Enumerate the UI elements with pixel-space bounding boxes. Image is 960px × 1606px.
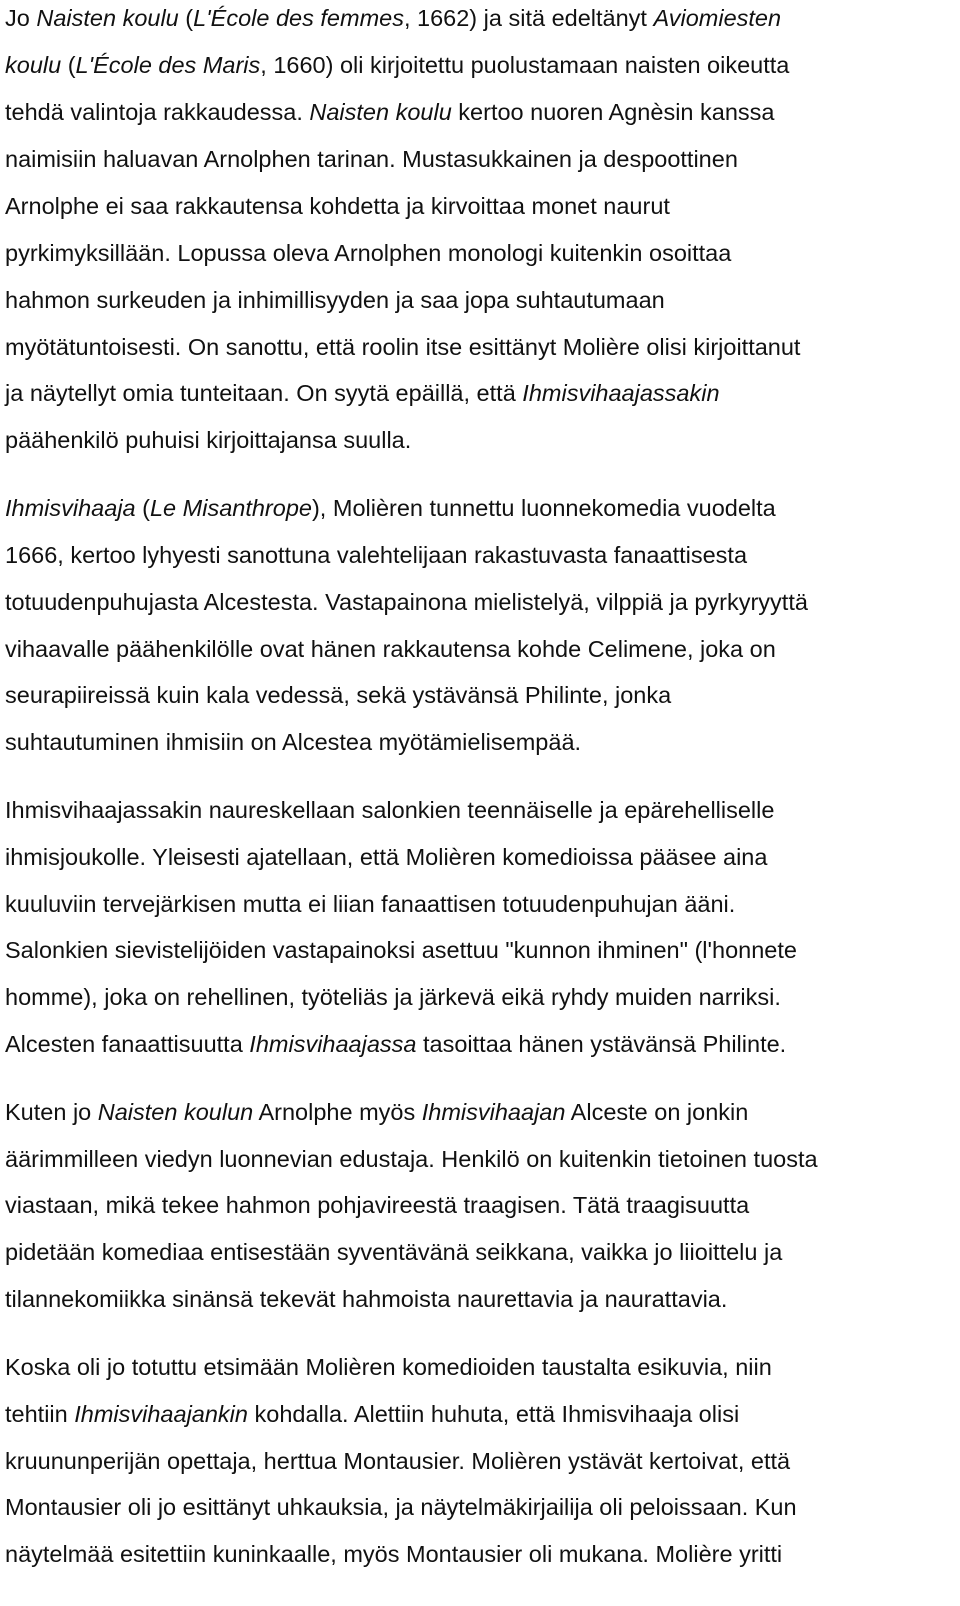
text-line bbox=[5, 1190, 749, 1220]
text-line bbox=[5, 1446, 790, 1476]
text-line bbox=[5, 935, 797, 965]
text-line bbox=[5, 144, 738, 174]
text-run: tasoittaa hänen ystävänsä Philinte. bbox=[416, 1031, 787, 1057]
text-run: Salonkien sievistelijöiden vastapainoksi asettuu "kunnon ihminen" (l'honnete bbox=[5, 937, 797, 963]
text-line bbox=[5, 727, 581, 757]
text-run: , 1662) ja sitä edeltänyt bbox=[403, 5, 654, 31]
text-line bbox=[5, 540, 747, 570]
italic-title: Naisten koulu bbox=[36, 5, 179, 31]
text-run: seurapiireissä kuin kala vedessä, sekä ystävänsä Philinte, jonka bbox=[5, 682, 672, 708]
text-line bbox=[5, 1284, 727, 1314]
text-run: totuudenpuhujasta Alcestesta. Vastapainona mielistelyä, vilppiä ja pyrkyryyttä bbox=[5, 589, 808, 615]
text-run: , 1660) oli kirjoitettu puolustamaan naisten oikeutta bbox=[260, 52, 790, 78]
text-line bbox=[5, 1237, 782, 1267]
text-run: tehdä valintoja rakkaudessa. bbox=[5, 99, 310, 125]
text-run: viastaan, mikä tekee hahmon pohjavireestä traagisen. Tätä traagisuutta bbox=[5, 1192, 750, 1218]
text-run: kuuluviin tervejärkisen mutta ei liian fanaattisen totuudenpuhujan ääni. bbox=[5, 891, 736, 917]
text-line bbox=[5, 1097, 748, 1127]
text-run: tehtiin bbox=[5, 1401, 75, 1427]
text-run: ), Molièren tunnettu luonnekomedia vuodelta bbox=[311, 495, 776, 521]
text-line bbox=[5, 1539, 782, 1569]
text-line bbox=[5, 332, 800, 362]
text-line bbox=[5, 1492, 797, 1522]
text-line bbox=[5, 50, 789, 80]
text-run: ( bbox=[61, 52, 76, 78]
text-run: päähenkilö puhuisi kirjoittajansa suulla. bbox=[5, 427, 412, 453]
text-line bbox=[5, 285, 665, 315]
text-line bbox=[5, 425, 411, 455]
italic-title: Ihmisvihaaja bbox=[5, 495, 136, 521]
italic-title: Ihmisvihaajankin bbox=[74, 1401, 248, 1427]
italic-title: Le Misanthrope bbox=[149, 495, 312, 521]
text-run: ihmisjoukolle. Yleisesti ajatellaan, että Molièren komedioissa pääsee aina bbox=[5, 844, 768, 870]
text-run: suhtautuminen ihmisiin on Alcestea myötämielisempää. bbox=[5, 729, 582, 755]
text-run: pidetään komediaa entisestään syventävänä seikkana, vaikka jo liioittelu ja bbox=[5, 1239, 783, 1265]
text-run: Montausier oli jo esittänyt uhkauksia, ja näytelmäkirjailija oli peloissaan. Kun bbox=[5, 1494, 797, 1520]
text-run: kertoo nuoren Agnèsin kanssa bbox=[451, 99, 775, 125]
text-run: äärimmilleen viedyn luonnevian edustaja. Henkilö on kuitenkin tietoinen tuosta bbox=[5, 1146, 818, 1172]
text-run: Jo bbox=[5, 5, 37, 31]
text-run: näytelmää esitettiin kuninkaalle, myös Montausier oli mukana. Molière yritti bbox=[5, 1541, 783, 1567]
text-run: vihaavalle päähenkilölle ovat hänen rakkautensa kohde Celimene, joka on bbox=[5, 636, 776, 662]
text-line bbox=[5, 1029, 786, 1059]
text-run: homme), joka on rehellinen, työteliäs ja järkevä eikä ryhdy muiden narriksi. bbox=[5, 984, 781, 1010]
text-run: Ihmisvihaajassakin naureskellaan salonkien teennäiselle ja epärehelliselle bbox=[5, 797, 775, 823]
text-line bbox=[5, 795, 774, 825]
italic-title: L'École des Maris bbox=[75, 52, 261, 78]
italic-title: Ihmisvihaajan bbox=[421, 1099, 566, 1125]
italic-title: koulu bbox=[5, 52, 62, 78]
text-line bbox=[5, 889, 735, 919]
text-run: ( bbox=[178, 5, 194, 31]
text-run: Arnolphe ei saa rakkautensa kohdetta ja kirvoittaa monet naurut bbox=[5, 193, 670, 219]
text-line bbox=[5, 982, 781, 1012]
text-line bbox=[5, 1399, 739, 1429]
italic-title: Aviomiesten bbox=[653, 5, 782, 31]
text-run: 1666, kertoo lyhyesti sanottuna valehtelijaan rakastuvasta fanaattisesta bbox=[5, 542, 748, 568]
text-line bbox=[5, 378, 720, 408]
text-run: kohdalla. Alettiin huhuta, että Ihmisvihaaja olisi bbox=[247, 1401, 740, 1427]
italic-title: Ihmisvihaajassa bbox=[249, 1031, 417, 1057]
text-line bbox=[5, 191, 670, 221]
text-line bbox=[5, 634, 776, 664]
text-run: Alceste on jonkin bbox=[565, 1099, 749, 1125]
text-line bbox=[5, 680, 671, 710]
text-line bbox=[5, 238, 731, 268]
italic-title: Naisten koulun bbox=[97, 1099, 254, 1125]
text-line bbox=[5, 493, 776, 523]
text-line bbox=[5, 1352, 772, 1382]
text-run: Kuten jo bbox=[5, 1099, 98, 1125]
italic-title: Naisten koulu bbox=[309, 99, 452, 125]
text-run: Arnolphe myös bbox=[253, 1099, 422, 1125]
text-run: ( bbox=[135, 495, 150, 521]
text-run: tilannekomiikka sinänsä tekevät hahmoista naurettavia ja naurattavia. bbox=[5, 1286, 728, 1312]
text-run: naimisiin haluavan Arnolphen tarinan. Mustasukkainen ja despoottinen bbox=[5, 146, 738, 172]
text-run: pyrkimyksillään. Lopussa oleva Arnolphen monologi kuitenkin osoittaa bbox=[5, 240, 732, 266]
text-line bbox=[5, 3, 781, 33]
text-line bbox=[5, 587, 808, 617]
text-run: Koska oli jo totuttu etsimään Molièren komedioiden taustalta esikuvia, niin bbox=[5, 1354, 772, 1380]
italic-title: Ihmisvihaajassakin bbox=[522, 380, 720, 406]
text-run: myötätuntoisesti. On sanottu, että roolin itse esittänyt Molière olisi kirjoittanut bbox=[5, 334, 801, 360]
text-line bbox=[5, 842, 767, 872]
text-line bbox=[5, 1144, 818, 1174]
italic-title: L'École des femmes bbox=[193, 5, 404, 31]
text-run: ja näytellyt omia tunteitaan. On syytä epäillä, että bbox=[5, 380, 523, 406]
text-line bbox=[5, 97, 774, 127]
text-run: Alcesten fanaattisuutta bbox=[5, 1031, 250, 1057]
text-run: hahmon surkeuden ja inhimillisyyden ja saa jopa suhtautumaan bbox=[5, 287, 665, 313]
text-run: kruununperijän opettaja, herttua Montausier. Molièren ystävät kertoivat, että bbox=[5, 1448, 791, 1474]
